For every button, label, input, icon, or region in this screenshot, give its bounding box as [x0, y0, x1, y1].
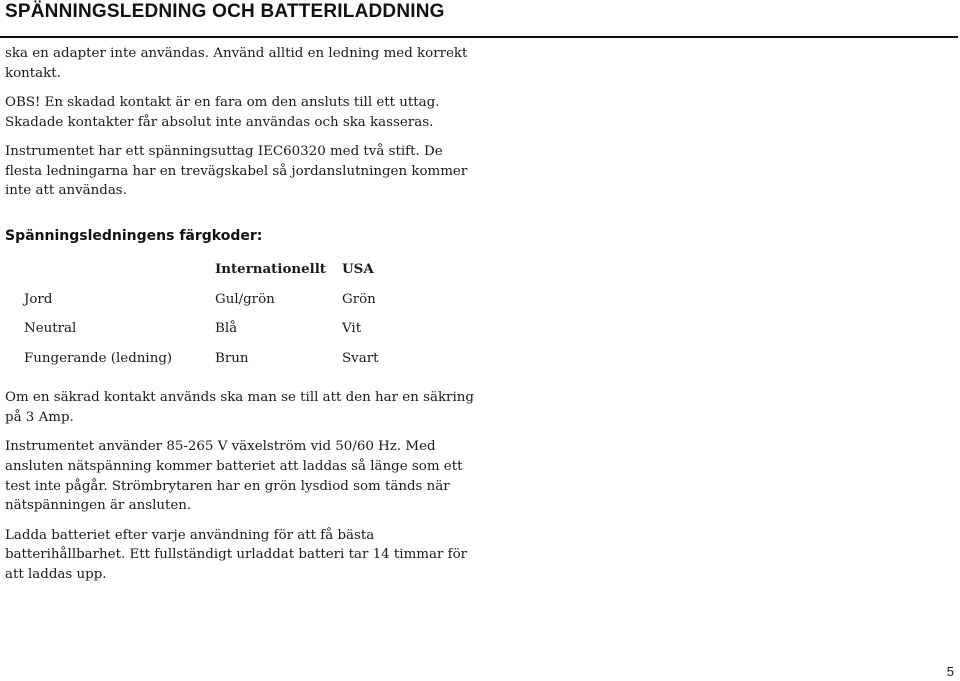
- table-cell-usa: Svart: [342, 350, 379, 366]
- table-row: [5, 319, 422, 349]
- column-header-conductor: [5, 260, 215, 290]
- page-title: SPÄNNINGSLEDNING OCH BATTERILADDNING: [5, 1, 445, 22]
- table-cell-usa: Grön: [342, 291, 376, 307]
- paragraph-battery-care: Ladda batteriet efter varje användning för att få bästa batterihållbarhet. Ett fullständigt urladdat batteri tar 14 timmar för att laddas upp.: [5, 527, 468, 583]
- paragraph-fuse: Om en säkrad kontakt används ska man se till att den har en säkring på 3 Amp.: [5, 390, 474, 426]
- table-cell-usa: Vit: [342, 321, 362, 337]
- paragraph-damaged-plug: OBS! En skadad kontakt är en fara om den ansluts till ett uttag. Skadade kontakter får absolut inte användas och ska kasseras.: [5, 95, 440, 130]
- table-cell-international: Gul/grön: [215, 291, 275, 307]
- table-header-row: [5, 260, 422, 290]
- table-cell-conductor: Neutral: [24, 321, 77, 337]
- page-content: [5, 44, 475, 594]
- table-row: [5, 290, 422, 320]
- section-heading-color-codes: Spänningsledningens färgkoder:: [5, 228, 263, 245]
- page-number: 5: [946, 664, 954, 679]
- table-cell-international: Blå: [215, 321, 238, 337]
- table-cell-conductor: Jord: [24, 291, 53, 307]
- paragraph-adapter-warning: ska en adapter inte användas. Använd alltid en ledning med korrekt kontakt.: [5, 46, 468, 81]
- paragraph-mains-charging: Instrumentet använder 85-265 V växelström vid 50/60 Hz. Med ansluten nätspänning kommer batteriet att laddas så länge som ett test inte pågår. Strömbrytaren har en grön lysdiod som tänds när nätspänningen är ansluten.: [5, 439, 463, 514]
- column-header-international: Internationellt: [215, 260, 326, 277]
- paragraph-power-socket: Instrumentet har ett spänningsuttag IEC60320 med två stift. De flesta ledningarna har en trevägskabel så jordanslutningen kommer inte att användas.: [5, 144, 468, 199]
- table-row: [5, 349, 422, 379]
- column-header-usa: USA: [342, 260, 374, 277]
- color-code-table: [5, 260, 422, 379]
- header-divider: [0, 36, 958, 38]
- table-cell-international: Brun: [215, 350, 249, 366]
- table-cell-conductor: Fungerande (ledning): [24, 350, 173, 366]
